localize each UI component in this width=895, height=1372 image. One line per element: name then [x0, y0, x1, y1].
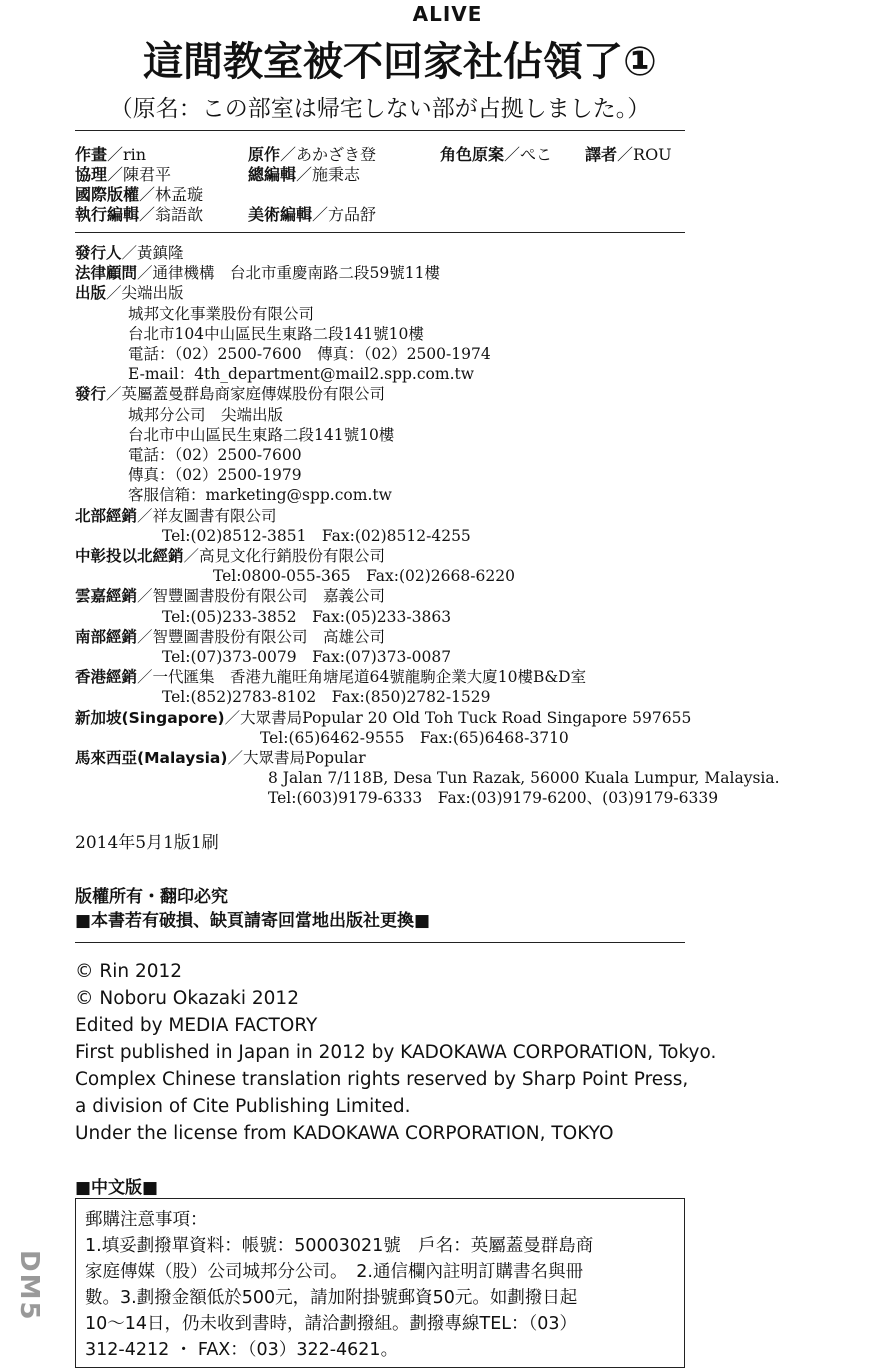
publisher-row	[75, 667, 586, 687]
publisher-row-label: 出版	[75, 284, 107, 303]
publisher-row-value: ／高見文化行銷股份有限公司	[183, 547, 386, 565]
publisher-row-value: ／一代匯集 香港九龍旺角塘尾道64號龍駒企業大廈10樓B&D室	[137, 668, 587, 687]
publisher-row	[75, 546, 385, 566]
publisher-row	[268, 768, 780, 788]
publisher-row	[128, 405, 283, 425]
mail-notice-heading: 郵購注意事項：	[85, 1210, 208, 1230]
publisher-row	[128, 344, 491, 364]
publisher-row-value: Tel:0800-055-365 Fax:(02)2668-6220	[213, 567, 515, 586]
divider	[75, 942, 685, 943]
copyright-line: Complex Chinese translation rights reserved by Sharp Point Press,	[75, 1069, 689, 1090]
publisher-row	[75, 283, 184, 303]
publisher-row-label: 北部經銷	[75, 506, 138, 525]
rights-notice: 版權所有・翻印必究	[75, 887, 228, 907]
publisher-row-value: E-mail：4th_department@mail2.spp.com.tw	[128, 365, 474, 384]
credit-character-design: 角色原案／ぺこ	[440, 145, 553, 164]
edition-info: 2014年5月1版1刷	[75, 833, 219, 853]
publisher-row-value: 電話：（02）2500-7600	[128, 446, 302, 464]
mail-notice-line: 家庭傳媒（股）公司城邦分公司。 2.通信欄內註明訂購書名與冊	[85, 1262, 583, 1282]
publisher-row-value: 城邦文化事業股份有限公司	[128, 304, 315, 323]
publisher-row	[128, 465, 302, 485]
credit-original-author: 原作／あかざき登	[248, 145, 377, 164]
credit-intl-rights: 國際版權／林孟璇	[75, 185, 204, 204]
copyright-line: Under the license from KADOKAWA CORPORATION, TOKYO	[75, 1123, 614, 1144]
publisher-row	[75, 243, 184, 263]
divider	[75, 232, 685, 233]
damage-notice: ■本書若有破損、缺頁請寄回當地出版社更換■	[75, 911, 431, 931]
publisher-row-label: 發行	[75, 385, 107, 404]
publisher-row-label: 發行人	[75, 244, 122, 262]
publisher-row-value: 8 Jalan 7/118B, Desa Tun Razak, 56000 Kuala Lumpur, Malaysia.	[268, 769, 780, 788]
divider	[75, 130, 685, 131]
mail-notice-line: 10～14日，仍未收到書時，請洽劃撥組。劃撥專線TEL：（03）	[85, 1314, 578, 1334]
credit-translator: 譯者／ROU	[585, 145, 672, 164]
credit-executive-editor: 執行編輯／翁語歆	[75, 205, 204, 224]
watermark-logo: DM5	[14, 1250, 44, 1322]
publisher-row	[75, 748, 366, 768]
publisher-row-value: ／黃鎮隆	[121, 244, 184, 262]
mail-notice-line: 數。3.劃撥金額低於500元，請加附掛號郵資50元。如劃撥日起	[85, 1288, 578, 1308]
publisher-row	[128, 304, 314, 324]
publisher-row	[162, 526, 471, 546]
publisher-row-value: Tel:(05)233-3852 Fax:(05)233-3863	[162, 607, 452, 626]
series-label: ALIVE	[412, 2, 483, 26]
publisher-row-value: ／英屬蓋曼群島商家庭傳媒股份有限公司	[106, 385, 386, 404]
copyright-line: Edited by MEDIA FACTORY	[75, 1015, 318, 1036]
publisher-row-label: 雲嘉經銷	[75, 587, 138, 606]
publisher-row	[75, 263, 440, 283]
publisher-row-label: 中彰投以北經銷	[75, 547, 184, 565]
publisher-row-value: Tel:(02)8512-3851 Fax:(02)8512-4255	[162, 526, 471, 545]
publisher-row-value: ／智豐圖書股份有限公司 高雄公司	[137, 627, 386, 646]
publisher-row	[268, 788, 718, 808]
mail-notice-line: 1.填妥劃撥單資料：帳號：50003021號 戶名：英屬蓋曼群島商	[85, 1236, 594, 1256]
copyright-line: © Noboru Okazaki 2012	[75, 988, 299, 1009]
publisher-row	[162, 647, 451, 667]
publisher-row-value: 台北市中山區民生東路二段141號10樓	[128, 425, 395, 444]
credit-chief-editor: 總編輯／施秉志	[248, 165, 361, 184]
publisher-row-label: 法律顧問	[75, 264, 138, 283]
publisher-row	[128, 425, 394, 445]
publisher-row	[75, 506, 277, 526]
publisher-row	[260, 728, 569, 748]
publisher-row-value: 電話：（02）2500-7600 傳真：（02）2500-1974	[128, 345, 491, 363]
publisher-row-value: 台北市104中山區民生東路二段141號10樓	[128, 324, 424, 343]
original-title: （原名：この部室は帰宅しない部が占拠しました。）	[109, 96, 651, 122]
publisher-row-value: 城邦分公司 尖端出版	[128, 405, 284, 424]
publisher-row	[213, 566, 515, 586]
publisher-row-value: Tel:(07)373-0079 Fax:(07)373-0087	[162, 648, 452, 666]
chinese-edition-label: ■中文版■	[75, 1178, 159, 1198]
publisher-row-value: 傳真：（02）2500-1979	[128, 466, 302, 485]
publisher-row-value: ／通律機構 台北市重慶南路二段59號11樓	[137, 264, 440, 283]
publisher-row	[75, 384, 385, 404]
publisher-row	[128, 364, 474, 384]
publisher-row-label: 香港經銷	[75, 668, 138, 687]
publisher-row	[75, 708, 691, 728]
publisher-row-label: 南部經銷	[75, 627, 138, 646]
publisher-row	[128, 324, 424, 344]
publisher-row-value: Tel:(852)2783-8102 Fax:(850)2782-1529	[162, 688, 491, 707]
publisher-row-value: ／尖端出版	[106, 284, 184, 303]
publisher-row-value: 客服信箱：marketing@spp.com.tw	[128, 486, 392, 505]
publisher-row-label: 馬來西亞(Malaysia)	[75, 749, 228, 767]
publisher-row	[162, 687, 491, 707]
copyright-line: First published in Japan in 2012 by KADOKAWA CORPORATION, Tokyo.	[75, 1042, 717, 1063]
publisher-row-value: Tel:(65)6462-9555 Fax:(65)6468-3710	[260, 728, 569, 747]
publisher-row-label: 新加坡(Singapore)	[75, 708, 225, 727]
publisher-row	[75, 627, 385, 647]
publisher-row	[128, 485, 392, 505]
publisher-row-value: ／智豐圖書股份有限公司 嘉義公司	[137, 587, 386, 606]
book-title: 這間教室被不回家社佔領了①	[143, 39, 657, 85]
publisher-row-value: ／大眾書局Popular 20 Old Toh Tuck Road Singapore 597655	[224, 708, 692, 727]
publisher-row	[75, 586, 385, 606]
copyright-line: a division of Cite Publishing Limited.	[75, 1096, 411, 1117]
publisher-row	[128, 445, 302, 465]
copyright-line: © Rin 2012	[75, 961, 183, 982]
publisher-row-value: ／祥友圖書有限公司	[137, 506, 277, 525]
credit-artist: 作畫／rin	[75, 145, 147, 164]
mail-notice-line: 312-4212 ・ FAX：（03）322-4621。	[85, 1340, 399, 1360]
publisher-row-value: Tel:(603)9179-6333 Fax:(03)9179-6200、(03)9179-6339	[268, 789, 719, 808]
credit-art-editor: 美術編輯／方品舒	[248, 205, 377, 224]
credit-manager: 協理／陳君平	[75, 165, 172, 184]
publisher-row	[162, 607, 451, 627]
publisher-row-value: ／大眾書局Popular	[227, 749, 366, 767]
